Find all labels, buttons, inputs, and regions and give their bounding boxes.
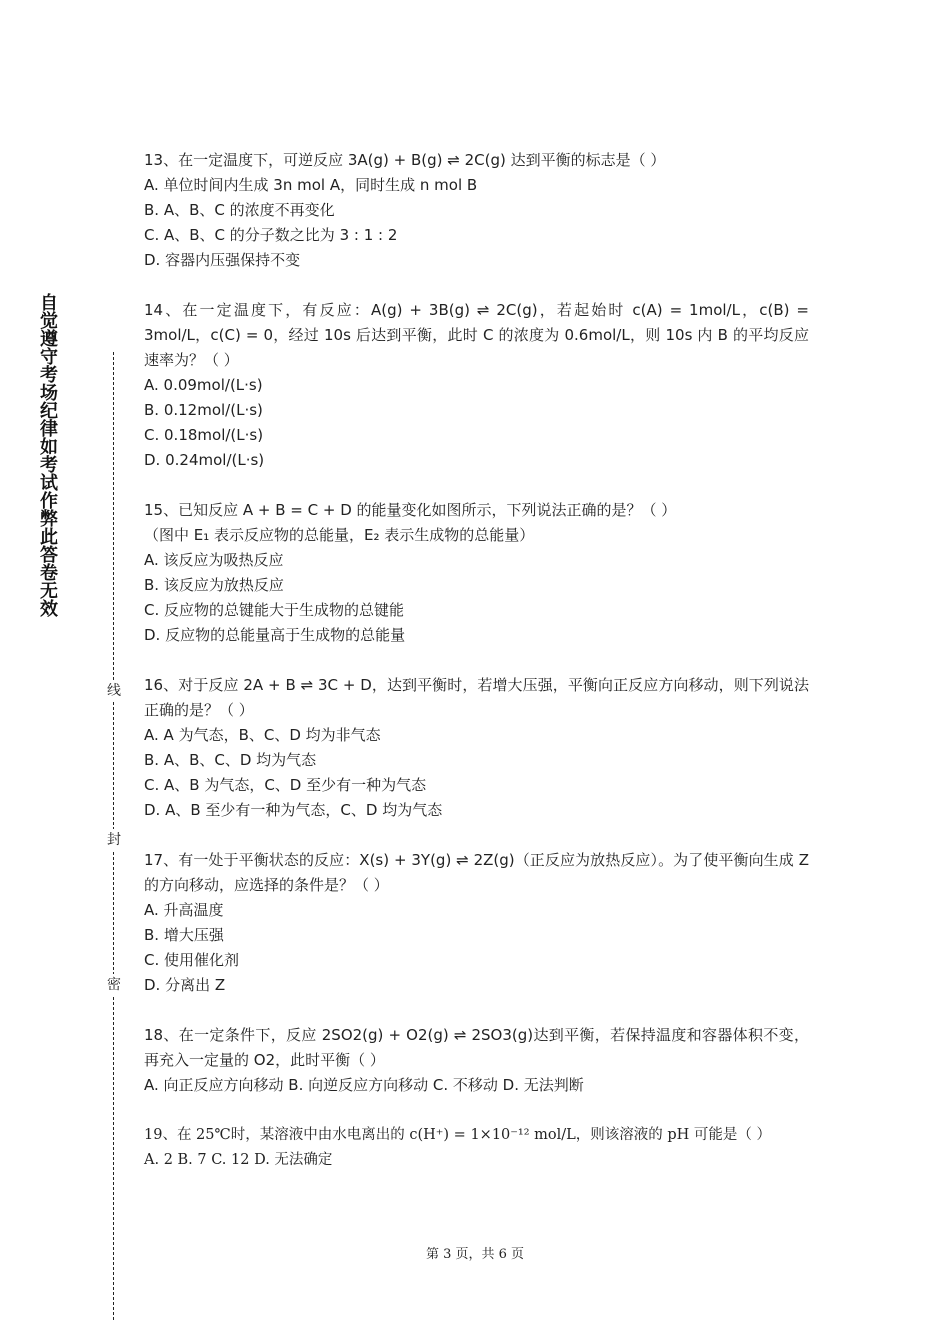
option-b: B. 0.12mol/(L·s): [144, 401, 263, 419]
option-b: B. 该反应为放热反应: [144, 576, 284, 594]
option-d: D. 反应物的总能量高于生成物的总能量: [144, 626, 406, 644]
option-d: D. 分离出 Z: [144, 976, 226, 994]
question-stem: 13、在一定温度下，可逆反应 3A(g) + B(g) ⇌ 2C(g) 达到平衡的标志是（ ）: [144, 151, 666, 169]
option-a: A. 该反应为吸热反应: [144, 551, 284, 569]
option-a: A. 升高温度: [144, 901, 224, 919]
option-a: A. 0.09mol/(L·s): [144, 376, 263, 394]
question-15: [144, 498, 809, 648]
question-19: [144, 1123, 809, 1173]
options-inline: A. 2 B. 7 C. 12 D. 无法确定: [144, 1152, 333, 1168]
option-c: C. 使用催化剂: [144, 951, 240, 969]
exam-discipline-notice: 自觉遵守考场纪律如考试作弊此答卷无效: [37, 293, 58, 617]
option-a: A. 单位时间内生成 3n mol A，同时生成 n mol B: [144, 176, 478, 194]
question-16: [144, 673, 809, 823]
option-c: C. A、B、C 的分子数之比为 3 : 1 : 2: [144, 226, 398, 244]
question-stem: 17、有一处于平衡状态的反应：X(s) + 3Y(g) ⇌ 2Z(g)（正反应为放热反应）。为了使平衡向生成 Z 的方向移动，应选择的条件是？（ ）: [144, 851, 809, 894]
option-b: B. 增大压强: [144, 926, 224, 944]
option-d: D. 0.24mol/(L·s): [144, 451, 265, 469]
page-number: 第 3 页，共 6 页: [425, 1247, 525, 1262]
question-18: [144, 1023, 809, 1098]
option-c: C. 0.18mol/(L·s): [144, 426, 264, 444]
option-c: C. 反应物的总键能大于生成物的总键能: [144, 601, 405, 619]
question-list: [144, 148, 809, 1198]
option-b: B. A、B、C、D 均为气态: [144, 751, 317, 769]
option-d: D. 容器内压强保持不变: [144, 251, 301, 269]
question-13: [144, 148, 809, 273]
option-b: B. A、B、C 的浓度不再变化: [144, 201, 335, 219]
options-inline: A. 向正反应方向移动 B. 向逆反应方向移动 C. 不移动 D. 无法判断: [144, 1076, 584, 1094]
question-stem: 16、对于反应 2A + B ⇌ 3C + D，达到平衡时，若增大压强，平衡向正反应方向移动，则下列说法正确的是？（ ）: [144, 676, 809, 719]
seal-label-secret: 密: [106, 974, 122, 996]
question-note: （图中 E₁ 表示反应物的总能量，E₂ 表示生成物的总能量）: [144, 526, 535, 544]
question-17: [144, 848, 809, 998]
question-stem: 18、在一定条件下，反应 2SO2(g) + O2(g) ⇌ 2SO3(g)达到平衡，若保持温度和容器体积不变，再充入一定量的 O2，此时平衡（ ）: [144, 1026, 809, 1069]
option-c: C. A、B 为气态，C、D 至少有一种为气态: [144, 776, 427, 794]
option-a: A. A 为气态，B、C、D 均为非气态: [144, 726, 381, 744]
option-d: D. A、B 至少有一种为气态，C、D 均为气态: [144, 801, 443, 819]
seal-label-line: 线: [106, 680, 122, 702]
question-14: [144, 298, 809, 473]
question-stem: 19、在 25℃时，某溶液中由水电离出的 c(H⁺) = 1×10⁻¹² mol/L，则该溶液的 pH 可能是（ ）: [144, 1127, 772, 1143]
question-stem: 15、已知反应 A + B = C + D 的能量变化如图所示，下列说法正确的是？（ ）: [144, 501, 677, 519]
question-stem: 14、在一定温度下，有反应：A(g) + 3B(g) ⇌ 2C(g)，若起始时 c(A) = 1mol/L，c(B) = 3mol/L，c(C) = 0，经过 10s 后达到平衡，此时 C 的浓度为 0.6mol/L，则 10s 内 B 的平均反应速率为？（ ）: [144, 301, 809, 369]
seal-label-seal: 封: [106, 829, 122, 851]
